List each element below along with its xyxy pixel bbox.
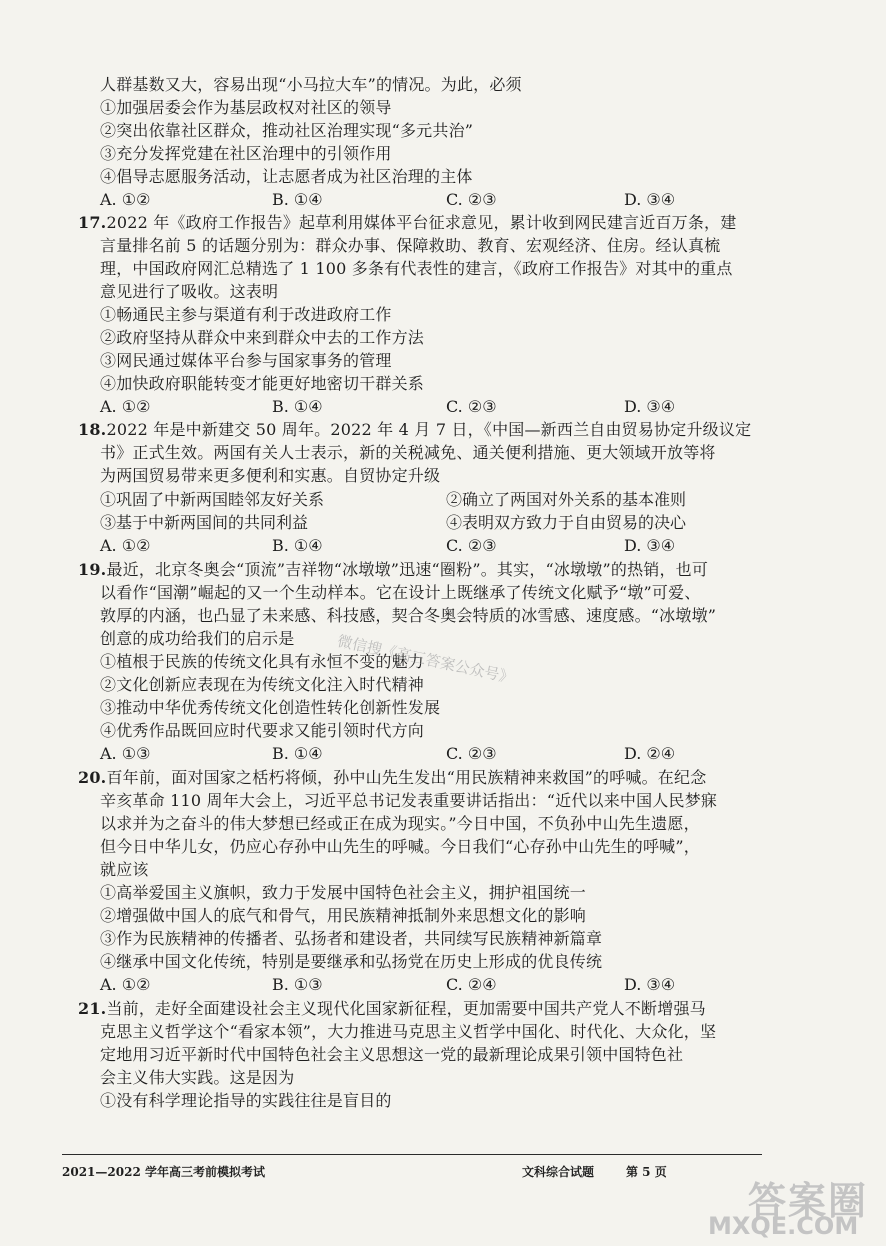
q19-option-c[interactable]: C. ②③	[446, 744, 497, 763]
q18-item-2: ②确立了两国对外关系的基本准则	[446, 490, 687, 509]
q19-number: 19.	[78, 560, 107, 579]
footer-subject: 文科综合试题	[522, 1165, 595, 1179]
q16-option-a[interactable]: A. ①②	[100, 190, 151, 209]
q21-stem-4: 会主义伟大实践。这是因为	[100, 1068, 295, 1087]
q20-stem-5: 就应该	[100, 860, 149, 879]
q19-stem-text-1: 最近，北京冬奥会“顶流”吉祥物“冰墩墩”迅速“圈粉”。其实，“冰墩墩”的热销，也可	[106, 560, 709, 579]
q19-stem-3: 敦厚的内涵，也凸显了未来感、科技感，契合冬奥会特质的冰雪感、速度感。“冰墩墩”	[100, 606, 717, 625]
q19-stem-1	[78, 559, 708, 581]
q21-stem-1	[78, 998, 706, 1020]
q19-item-4: ④优秀作品既回应时代要求又能引领时代方向	[100, 721, 425, 740]
q20-stem-4: 但今日中华儿女，仍应心存孙中山先生的呼喊。今日我们“心存孙中山先生的呼喊”，	[100, 837, 700, 856]
q18-item-4: ④表明双方致力于自由贸易的决心	[446, 513, 687, 532]
q19-option-d[interactable]: D. ②④	[624, 744, 676, 763]
q18-option-b[interactable]: B. ①④	[272, 536, 323, 555]
q20-stem-1	[78, 767, 706, 789]
watermark-logo: 答案圈	[748, 1179, 869, 1223]
q16-item-1: ①加强居委会作为基层政权对社区的领导	[100, 98, 392, 117]
q19-stem-2: 以看作“国潮”崛起的又一个生动样本。它在设计上既继承了传统文化赋予“墩”可爱、	[100, 583, 701, 602]
q17-stem-2: 言量排名前 5 的话题分别为：群众办事、保障救助、教育、宏观经济、住房。经认真梳	[100, 236, 721, 255]
q18-item-1: ①巩固了中新两国睦邻友好关系	[100, 490, 325, 509]
footer-divider	[62, 1154, 762, 1155]
q20-stem-text-1: 百年前，面对国家之栝朽将倾，孙中山先生发出“用民族精神来救国”的呼喊。在纪念	[106, 768, 707, 787]
q16-option-b[interactable]: B. ①④	[272, 190, 323, 209]
q18-option-d[interactable]: D. ③④	[624, 536, 676, 555]
q20-option-c[interactable]: C. ②④	[446, 975, 497, 994]
q17-stem-4: 意见进行了吸收。这表明	[100, 282, 279, 301]
q20-stem-2: 辛亥革命 110 周年大会上，习近平总书记发表重要讲话指出：“近代以来中国人民梦寐	[100, 791, 718, 810]
q17-item-4: ④加快政府职能转变才能更好地密切干群关系	[100, 374, 425, 393]
q17-option-b[interactable]: B. ①④	[272, 397, 323, 416]
q16-option-c[interactable]: C. ②③	[446, 190, 497, 209]
q18-number: 18.	[78, 420, 107, 439]
q17-option-d[interactable]: D. ③④	[624, 397, 676, 416]
q16-item-4: ④倡导志愿服务活动，让志愿者成为社区治理的主体	[100, 167, 473, 186]
q19-item-1: ①植根于民族的传统文化具有永恒不变的魅力	[100, 652, 425, 671]
q19-item-2: ②文化创新应表现在为传统文化注入时代精神	[100, 675, 425, 694]
q20-option-a[interactable]: A. ①②	[100, 975, 151, 994]
q17-number: 17.	[78, 213, 107, 232]
q19-option-a[interactable]: A. ①③	[100, 744, 151, 763]
q21-stem-text-1: 当前，走好全面建设社会主义现代化国家新征程，更加需要中国共产党人不断增强马	[106, 999, 706, 1018]
q18-stem-1	[78, 419, 751, 441]
watermark-site: MXQE.COM	[708, 1212, 859, 1240]
q17-option-c[interactable]: C. ②③	[446, 397, 497, 416]
q18-option-a[interactable]: A. ①②	[100, 536, 151, 555]
q17-stem-text-1: 2022 年《政府工作报告》起草利用媒体平台征求意见，累计收到网民建言近百万条，建	[106, 213, 737, 232]
q18-option-c[interactable]: C. ②③	[446, 536, 497, 555]
q21-stem-2: 克思主义哲学这个“看家本领”，大力推进马克思主义哲学中国化、时代化、大众化，坚	[100, 1022, 717, 1041]
q20-item-3: ③作为民族精神的传播者、弘扬者和建设者，共同续写民族精神新篇章	[100, 929, 603, 948]
q21-item-1: ①没有科学理论指导的实践往往是盲目的	[100, 1091, 392, 1110]
q21-number: 21.	[78, 999, 107, 1018]
q21-stem-3: 定地用习近平新时代中国特色社会主义思想这一党的最新理论成果引领中国特色社	[100, 1045, 684, 1064]
q20-option-d[interactable]: D. ③④	[624, 975, 676, 994]
q17-item-3: ③网民通过媒体平台参与国家事务的管理	[100, 351, 392, 370]
footer-page-number: 第 5 页	[626, 1165, 667, 1179]
q18-stem-2: 书》正式生效。两国有关人士表示，新的关税减免、通关便利措施、更大领域开放等将	[100, 443, 716, 462]
q20-stem-3: 以求并为之奋斗的伟大梦想已经或正在成为现实。”今日中国，不负孙中山先生遗愿，	[100, 814, 700, 833]
q19-option-b[interactable]: B. ①④	[272, 744, 323, 763]
watermark-text: 微信搜《高三答案公众号》	[335, 631, 516, 687]
q17-item-1: ①畅通民主参与渠道有利于改进政府工作	[100, 305, 392, 324]
footer-exam-title: 2021—2022 学年高三考前模拟考试	[62, 1165, 265, 1179]
q16-item-2: ②突出依靠社区群众，推动社区治理实现“多元共治”	[100, 121, 474, 140]
q18-item-3: ③基于中新两国间的共同利益	[100, 513, 309, 532]
q17-stem-1	[78, 212, 736, 234]
q17-stem-3: 理，中国政府网汇总精选了 1 100 多条有代表性的建言，《政府工作报告》对其中的重点	[100, 259, 733, 278]
q18-stem-text-1: 2022 年是中新建交 50 周年。2022 年 4 月 7 日，《中国—新西兰自由贸易协定升级议定	[106, 420, 752, 439]
q20-item-2: ②增强做中国人的底气和骨气，用民族精神抵制外来思想文化的影响	[100, 906, 587, 925]
q16-stem-tail: 人群基数又大，容易出现“小马拉大车”的情况。为此，必须	[100, 75, 522, 94]
q19-stem-4: 创意的成功给我们的启示是	[100, 629, 295, 648]
q19-item-3: ③推动中华优秀传统文化创造性转化创新性发展	[100, 698, 441, 717]
q20-item-4: ④继承中国文化传统，特别是要继承和弘扬党在历史上形成的优良传统	[100, 952, 603, 971]
q20-item-1: ①高举爱国主义旗帜，致力于发展中国特色社会主义，拥护祖国统一	[100, 883, 587, 902]
q18-stem-3: 为两国贸易带来更多便利和实惠。自贸协定升级	[100, 466, 441, 485]
q16-item-3: ③充分发挥党建在社区治理中的引领作用	[100, 144, 392, 163]
q17-option-a[interactable]: A. ①②	[100, 397, 151, 416]
q20-option-b[interactable]: B. ①③	[272, 975, 323, 994]
q20-number: 20.	[78, 768, 107, 787]
q17-item-2: ②政府坚持从群众中来到群众中去的工作方法	[100, 328, 425, 347]
q16-option-d[interactable]: D. ③④	[624, 190, 676, 209]
